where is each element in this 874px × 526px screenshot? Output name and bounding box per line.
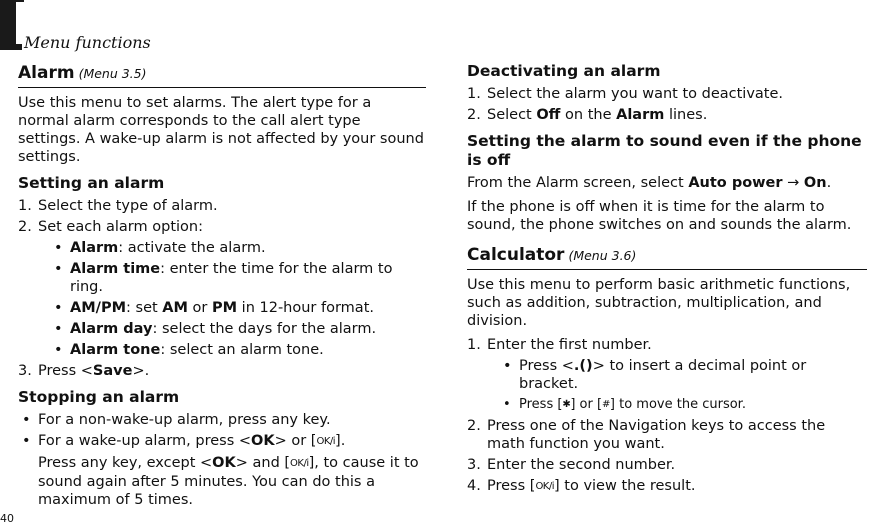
option-desc: : set — [126, 300, 163, 316]
calc-sub-decimal — [467, 357, 867, 393]
ok-key-icon: OK/i — [316, 436, 336, 447]
step-text: Press one of the Navigation keys to access the math function you want. — [487, 418, 826, 452]
hash-key-icon: # — [602, 399, 610, 410]
calc4-pre: Press [ — [487, 478, 536, 494]
stop-item-2 — [18, 432, 426, 451]
pm-label: PM — [212, 300, 238, 316]
option-alarm-tone — [18, 341, 426, 359]
calc-step-3 — [467, 456, 867, 474]
option-term: Alarm tone — [70, 342, 161, 358]
ok-key-icon: OK/i — [535, 481, 555, 492]
calc-step-4 — [467, 477, 867, 496]
calc1b-mid: ] or [ — [570, 397, 603, 412]
ok-key-label: OK — [251, 433, 275, 449]
option-ampm — [18, 299, 426, 317]
option-desc: : activate the alarm. — [118, 240, 266, 256]
bullet: • — [22, 412, 31, 428]
deactivating-heading: Deactivating an alarm — [467, 62, 661, 80]
setting-alarm-heading: Setting an alarm — [18, 174, 165, 192]
step-text — [467, 477, 867, 496]
option-term: AM/PM — [70, 300, 127, 316]
calc4-post: ] to view the result. — [554, 478, 696, 494]
off1-pre: From the Alarm screen, select — [467, 175, 689, 191]
step-number: 2. — [467, 418, 481, 434]
on-label: On — [803, 175, 827, 191]
calculator-heading-rule — [467, 269, 867, 270]
calculator-menu-ref: (Menu 3.6) — [568, 248, 637, 263]
off-label: Off — [536, 107, 561, 123]
stop-item-1 — [18, 411, 426, 429]
phone-off-note: If the phone is off when it is time for the alarm to sound, the phone switches on and sounds the alarm. — [467, 199, 852, 233]
step-number: 2. — [18, 219, 32, 235]
header-rule — [16, 0, 24, 2]
alarm-title: Alarm — [18, 63, 75, 83]
save-key-label: Save — [92, 363, 133, 379]
decimal-key-label: .() — [573, 358, 593, 374]
stop2-pre: For a wake-up alarm, press < — [38, 433, 252, 449]
option-desc: : select the days for the alarm. — [152, 321, 377, 337]
stopping-alarm-heading: Stopping an alarm — [18, 388, 180, 406]
or-text: or — [187, 300, 212, 316]
deact-step-2 — [467, 106, 867, 124]
step-text: Select the alarm you want to deactivate. — [487, 86, 784, 102]
step3-post: >. — [132, 363, 150, 379]
header-bar — [0, 0, 16, 50]
step-2 — [18, 218, 426, 236]
step-text — [18, 362, 426, 380]
option-alarm-time — [18, 260, 426, 296]
bullet: • — [54, 261, 63, 277]
am-label: AM — [162, 300, 188, 316]
step-1 — [18, 197, 426, 215]
step-text: Set each alarm option: — [38, 219, 203, 235]
stop2-post: ]. — [335, 433, 346, 449]
calc1b-pre: Press [ — [519, 397, 563, 412]
calculator-intro: Use this menu to perform basic arithmetic functions, such as addition, subtraction, multiplication, and division. — [467, 277, 851, 329]
step-text — [467, 106, 867, 124]
step-number: 3. — [18, 363, 32, 379]
option-alarm — [18, 239, 426, 257]
calc-step-1 — [467, 336, 867, 354]
phone-off-instruction — [467, 174, 867, 192]
alarm-menu-ref: (Menu 3.5) — [78, 66, 147, 81]
stop3-post: ], to cause it to sound again after 5 minutes. You can do this a maximum of 5 times. — [38, 455, 419, 508]
step-number: 3. — [467, 457, 481, 473]
deact2-post: lines. — [664, 107, 708, 123]
calc-step-2 — [467, 417, 867, 453]
alarm-intro: Use this menu to set alarms. The alert type for a normal alarm corresponds to the call alert type settings. A wake-up alarm is not affected by your sound settings. — [18, 95, 424, 165]
step-number: 1. — [18, 198, 32, 214]
step-number: 1. — [467, 86, 481, 102]
step-number: 1. — [467, 337, 481, 353]
bullet: • — [54, 240, 63, 256]
stop1-text: For a non-wake-up alarm, press any key. — [38, 412, 331, 428]
option-alarm-day — [18, 320, 426, 338]
page-header-title: Menu functions — [24, 33, 151, 52]
option-desc: : select an alarm tone. — [160, 342, 324, 358]
option-desc: : enter the time for the alarm to ring. — [70, 261, 393, 295]
ok-key-label: OK — [212, 455, 236, 471]
calculator-title: Calculator — [467, 245, 565, 265]
bullet: • — [503, 397, 511, 412]
step-text: Enter the first number. — [487, 337, 652, 353]
arrow-icon: → — [782, 175, 804, 191]
deact2-mid: on the — [560, 107, 617, 123]
step-text: Enter the second number. — [487, 457, 676, 473]
calc1a-post: > to insert a decimal point or bracket. — [519, 358, 807, 392]
right-column — [467, 62, 867, 499]
option-term: Alarm time — [70, 261, 161, 277]
bullet: • — [54, 342, 63, 358]
calc-sub-cursor — [467, 396, 867, 414]
stop3-mid: > and [ — [235, 455, 291, 471]
alarm-label: Alarm — [616, 107, 665, 123]
off1-post: . — [826, 175, 832, 191]
star-key-icon: ✱ — [562, 399, 571, 410]
step3-pre: Press < — [38, 363, 93, 379]
calc1a-pre: Press < — [519, 358, 574, 374]
alarm-heading-rule — [18, 87, 426, 88]
ampm-tail: in 12-hour format. — [237, 300, 374, 316]
bullet: • — [54, 321, 63, 337]
step-text: Select the type of alarm. — [38, 198, 218, 214]
step-number: 2. — [467, 107, 481, 123]
bullet: • — [503, 358, 512, 374]
deact2-pre: Select — [487, 107, 537, 123]
stop-item-2-note — [18, 454, 426, 509]
deact-step-1 — [467, 85, 867, 103]
bullet: • — [54, 300, 63, 316]
calculator-heading — [467, 244, 867, 267]
step-3 — [18, 362, 426, 380]
page-number: 40 — [0, 512, 14, 525]
calc1b-post: ] to move the cursor. — [609, 397, 746, 412]
left-column — [18, 62, 426, 512]
stop3-pre: Press any key, except < — [38, 455, 213, 471]
ok-key-icon: OK/i — [290, 458, 309, 469]
option-term: Alarm day — [70, 321, 153, 337]
stop2-mid: > or [ — [274, 433, 317, 449]
alarm-heading — [18, 62, 426, 85]
bullet: • — [22, 433, 31, 449]
auto-power-label: Auto power — [688, 175, 783, 191]
step-number: 4. — [467, 478, 481, 494]
option-term: Alarm — [70, 240, 119, 256]
phone-off-heading: Setting the alarm to sound even if the phone is off — [467, 132, 862, 169]
